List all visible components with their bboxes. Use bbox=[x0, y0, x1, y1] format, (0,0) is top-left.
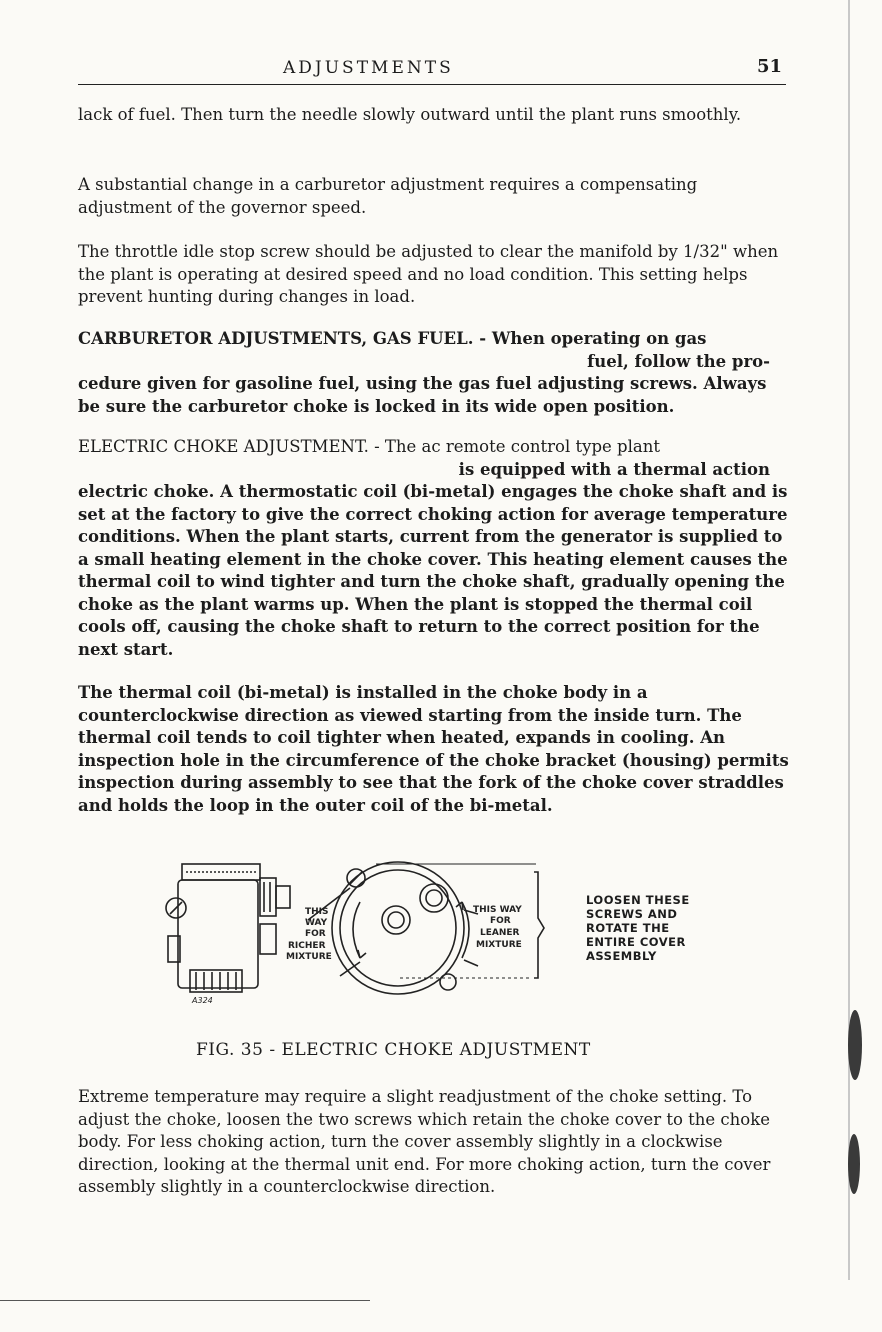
richer-label-line3: FOR bbox=[305, 929, 326, 939]
cover-screw-upper bbox=[420, 884, 448, 912]
loosen-note-line4: ENTIRE COVER bbox=[586, 935, 686, 949]
ink-blot-upper bbox=[848, 1010, 862, 1080]
paragraph-governor: A substantial change in a carburetor adjustment requires a compensating adjustment of the governor speed. bbox=[78, 175, 698, 217]
section-electric-choke bbox=[78, 436, 794, 661]
richer-label-line5: MIXTURE bbox=[286, 952, 332, 962]
page-edge-shadow bbox=[848, 0, 850, 1280]
electric-choke-line2: is equipped with a thermal action bbox=[458, 459, 770, 479]
loosen-screws-note bbox=[586, 893, 736, 963]
running-title: ADJUSTMENTS bbox=[283, 58, 454, 78]
richer-label-line4: RICHER bbox=[288, 941, 326, 951]
page-number: 51 bbox=[756, 56, 782, 77]
note-bracket bbox=[534, 872, 544, 978]
gas-fuel-body: cedure given for gasoline fuel, using the gas fuel adjusting screws. Always be sure the carburetor choke is locked in its wide open position. bbox=[78, 374, 767, 416]
ink-blot-lower bbox=[848, 1134, 860, 1194]
richer-label bbox=[286, 907, 332, 962]
section-gas-fuel bbox=[78, 328, 794, 418]
choke-top-plate bbox=[182, 864, 260, 880]
loosen-note-line2: SCREWS AND bbox=[586, 907, 678, 921]
paragraph-thermal-coil: The thermal coil (bi-metal) is installed in the choke body in a counterclockwise direction as viewed starting from the inside turn. The thermal coil tends to coil tighter when heated, expands in cooling. An inspection hole in the circumference of the choke bracket (housing) permits inspection during assembly to see that the fork of the choke cover straddles and holds the loop in the outer coil of the bi-metal. bbox=[78, 683, 789, 815]
leaner-label-line4: MIXTURE bbox=[476, 940, 522, 950]
loosen-note-line1: LOOSEN THESE bbox=[586, 893, 690, 907]
page-header bbox=[78, 58, 786, 85]
connector-block bbox=[260, 878, 276, 916]
leaner-label-line3: LEANER bbox=[480, 928, 520, 938]
loosen-note-line3: ROTATE THE bbox=[586, 921, 670, 935]
bottom-rule bbox=[0, 1300, 370, 1301]
cover-screw-center bbox=[382, 906, 410, 934]
gas-fuel-line2: fuel, follow the pro- bbox=[587, 351, 770, 371]
leaner-label bbox=[473, 905, 522, 950]
loosen-note-line5: ASSEMBLY bbox=[586, 949, 657, 963]
richer-label-line1: THIS bbox=[305, 907, 329, 917]
leaner-label-line2: FOR bbox=[490, 916, 511, 926]
richer-arrow-arc bbox=[353, 902, 360, 958]
electric-choke-body: electric choke. A thermostatic coil (bi-metal) engages the choke shaft and is set at the factory to give the correct choking action for average temperature conditions. When the plant starts, current from the generator is supplied to a small heating element in the choke cover. This heating element causes the thermal coil to wind tighter and turn the choke shaft, gradually opening the choke as the plant warms up. When the plant is stopped the thermal coil cools off, causing the choke shaft to return to the correct position for the next start. bbox=[78, 482, 788, 659]
cover-tab-bottom bbox=[440, 974, 456, 990]
figure-caption: FIG. 35 - ELECTRIC CHOKE ADJUSTMENT bbox=[196, 1040, 591, 1060]
paragraph-fuel-needle: lack of fuel. Then turn the needle slowly outward until the plant runs smoothly. bbox=[78, 105, 742, 124]
richer-label-line2: WAY bbox=[305, 918, 328, 928]
paragraph-throttle-stop: The throttle idle stop screw should be adjusted to clear the manifold by 1/32" when the plant is operating at desired speed and no load condition. This setting helps prevent hunting during changes in load. bbox=[78, 242, 779, 306]
electric-choke-heading: ELECTRIC CHOKE ADJUSTMENT. - The ac remote control type plant bbox=[78, 437, 660, 456]
leaner-label-line1: THIS WAY bbox=[473, 905, 522, 915]
paragraph-extreme-temperature: Extreme temperature may require a slight readjustment of the choke setting. To adjust the choke, loosen the two screws which retain the choke cover to the choke body. For less choking action, turn the cover assembly slightly in a clockwise direction, looking at the thermal unit end. For more choking action, turn the cover assembly slightly in a counterclockwise direction. bbox=[78, 1087, 771, 1196]
gas-fuel-heading: CARBURETOR ADJUSTMENTS, GAS FUEL. - When operating on gas bbox=[78, 329, 707, 348]
figure-id: A324 bbox=[192, 996, 213, 1005]
